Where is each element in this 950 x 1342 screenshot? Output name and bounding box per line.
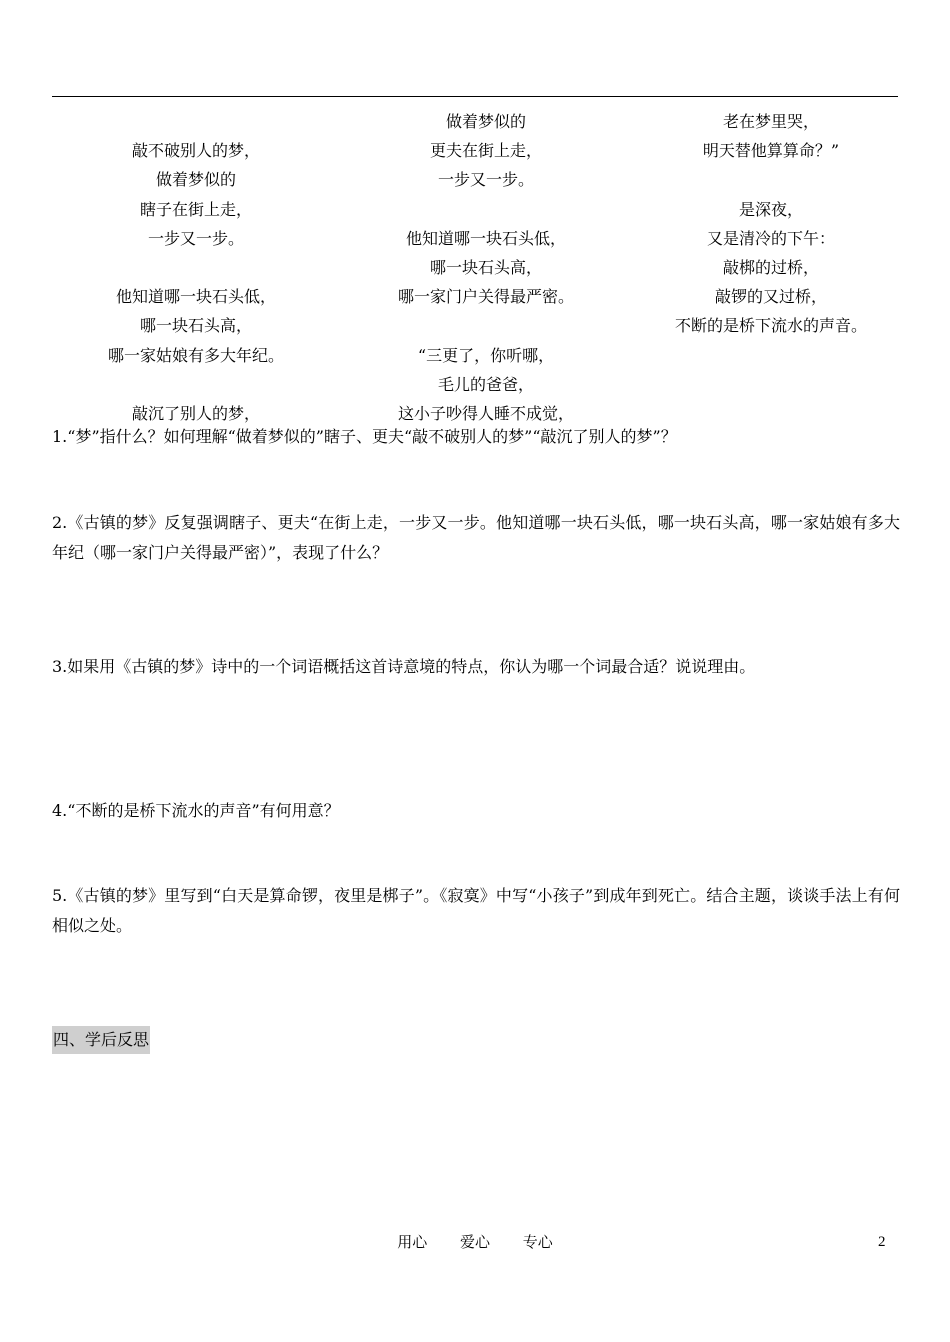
poem-line (352, 195, 620, 224)
poem-line: 哪一家姑娘有多大年纪。 (107, 345, 284, 365)
poem-line: 一步又一步。 (147, 228, 244, 248)
poem-line: 不断的是桥下流水的声音。 (674, 316, 867, 336)
poem-line (642, 165, 900, 194)
poem-line: “三更了，你听哪， (417, 345, 555, 365)
footer-word: 用心 (397, 1233, 428, 1251)
poem-line: 明天替他算算命？” (702, 141, 840, 161)
footer-word: 专心 (522, 1233, 553, 1251)
poem-line: 老在梦里哭， (722, 112, 819, 131)
poem-line (642, 370, 900, 399)
poem-line: 更夫在街上走， (429, 141, 542, 161)
poem-line: 这小子吵得人睡不成觉， (397, 403, 574, 423)
poem-line: 做着梦似的 (445, 112, 526, 131)
poem-line: 又是清冷的下午： (706, 228, 835, 248)
question-1: 1.“梦”指什么？如何理解“做着梦似的”瞎子、更夫“敲不破别人的梦”“敲沉了别人的梦”？ (52, 427, 677, 446)
poem-line: 敲沉了别人的梦， (131, 403, 260, 423)
poem-line: 哪一家门户关得最严密。 (397, 287, 574, 307)
footer-word: 爱心 (459, 1233, 490, 1251)
poem-line: 他知道哪一块石头低， (115, 287, 276, 307)
poem-line (62, 253, 330, 282)
poem-line: 是深夜， (738, 199, 803, 219)
poem-column-1 (62, 107, 330, 428)
question-5: 5.《古镇的梦》里写到“白天是算命锣，夜里是梆子”。《寂寞》中写“小孩子”到成年到死亡。结合主题，谈谈手法上有何相似之处。 (52, 886, 900, 935)
poem-line: 做着梦似的 (155, 170, 236, 190)
poem-line: 敲不破别人的梦， (131, 141, 260, 161)
poem-line: 敲锣的又过桥， (714, 287, 827, 307)
poem-line (62, 370, 330, 399)
poem-line (642, 341, 900, 370)
poem-line: 敲梆的过桥， (722, 257, 819, 277)
poem-line: 毛儿的爸爸， (437, 374, 534, 394)
poem-line: 他知道哪一块石头低， (405, 228, 566, 248)
footer-motto (0, 1230, 950, 1254)
poem-column-3 (642, 107, 900, 428)
page-number: 2 (878, 1234, 886, 1250)
question-2: 2.《古镇的梦》反复强调瞎子、更夫“在街上走，一步又一步。他知道哪一块石头低，哪一块石头高，哪一家姑娘有多大年纪（哪一家门户关得最严密）”，表现了什么？ (52, 513, 900, 562)
poem-line (352, 311, 620, 340)
poem-line: 哪一块石头高， (139, 316, 252, 336)
poem-column-2 (352, 107, 620, 428)
poem-line (62, 107, 330, 136)
header-rule (52, 96, 898, 97)
question-3: 3.如果用《古镇的梦》诗中的一个词语概括这首诗意境的特点，你认为哪一个词最合适？说说理由。 (52, 657, 756, 676)
poem-line: 一步又一步。 (437, 170, 534, 190)
poem-line: 瞎子在街上走， (139, 199, 252, 219)
section-heading-reflection: 四、学后反思 (52, 1026, 150, 1054)
poem-line: 哪一块石头高， (429, 257, 542, 277)
question-4: 4.“不断的是桥下流水的声音”有何用意？ (52, 801, 340, 820)
